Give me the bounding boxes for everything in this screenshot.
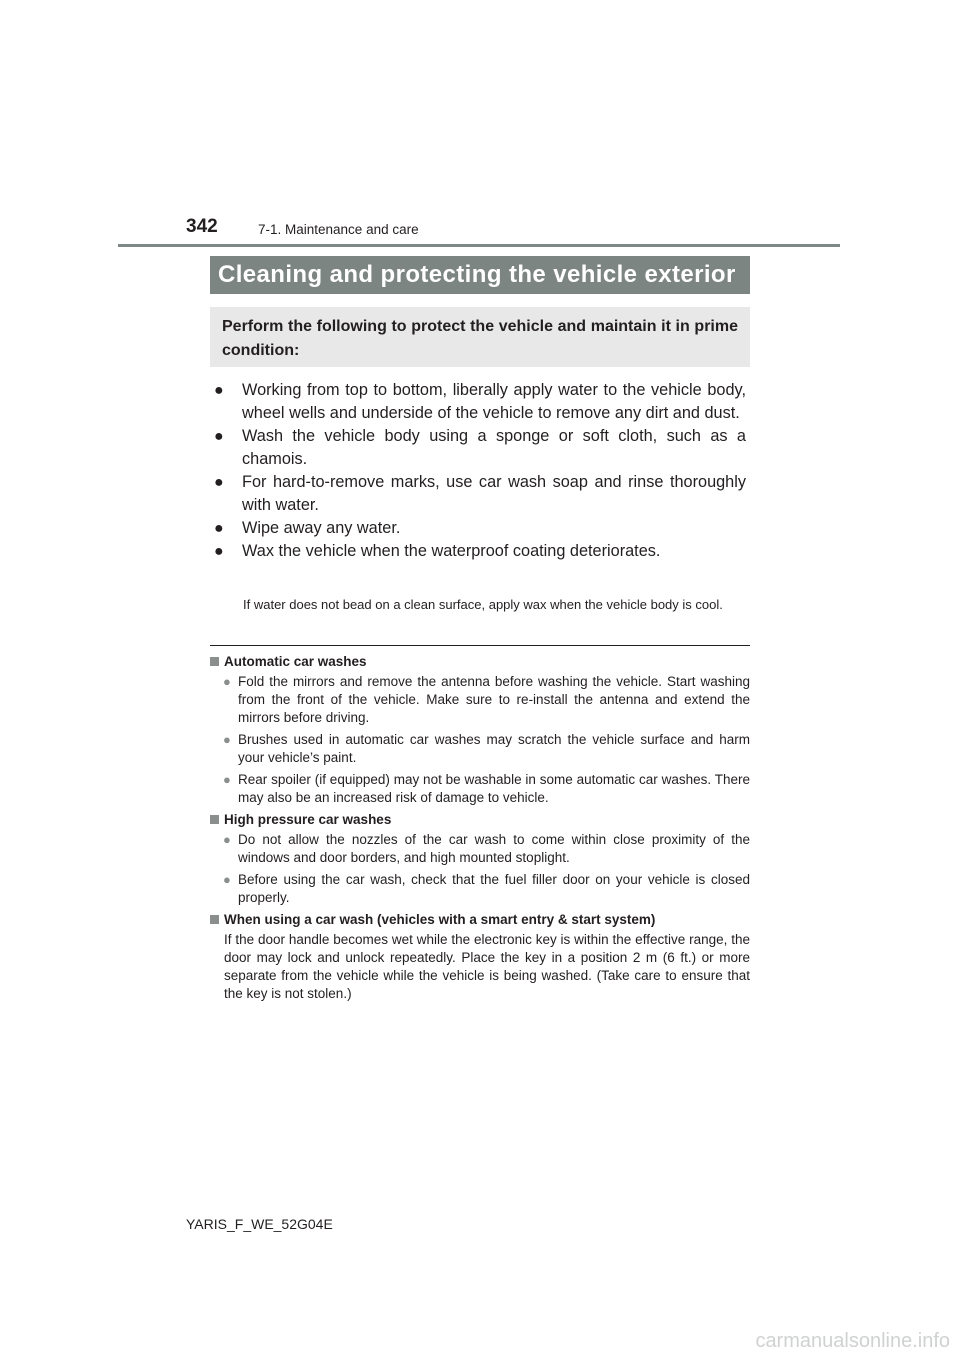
bullet-icon: ● xyxy=(223,872,231,887)
wax-note: If water does not bead on a clean surface, apply wax when the vehicle body is cool. xyxy=(243,597,723,612)
bullet-icon: ● xyxy=(214,382,224,399)
note-paragraph: If the door handle becomes wet while the electronic key is within the effective range, the door may lock and unlock repeatedly. Place the key in a position 2 m (6 ft.) or more separate from the vehicle while the vehicle is being washed. (Take care to ensure that the key is not stolen.) xyxy=(224,932,750,1001)
main-bullet-list xyxy=(214,379,746,563)
bullet-text: Wipe away any water. xyxy=(242,519,401,537)
list-item xyxy=(214,379,746,425)
note-heading xyxy=(210,653,750,671)
bullet-icon: ● xyxy=(223,772,231,787)
note-heading-text: High pressure car washes xyxy=(224,812,392,827)
note-heading xyxy=(210,911,750,929)
bullet-text: Working from top to bottom, liberally apply water to the vehicle body, wheel wells and underside of the vehicle to remove any dirt and dust. xyxy=(242,381,746,422)
bullet-text: Wax the vehicle when the waterproof coating deteriorates. xyxy=(242,542,661,560)
list-item xyxy=(214,517,746,540)
bullet-icon: ● xyxy=(214,474,224,491)
square-icon xyxy=(210,657,219,666)
note-text: Brushes used in automatic car washes may scratch the vehicle surface and harm your vehicle’s paint. xyxy=(238,732,750,765)
note-heading-text: When using a car wash (vehicles with a smart entry & start system) xyxy=(224,912,656,927)
page-title: Cleaning and protecting the vehicle exterior xyxy=(210,256,750,294)
note-text: Do not allow the nozzles of the car wash to come within close proximity of the windows and door borders, and high mounted stoplight. xyxy=(238,832,750,865)
page-number: 342 xyxy=(186,216,218,237)
bullet-icon: ● xyxy=(214,543,224,560)
bullet-text: For hard-to-remove marks, use car wash soap and rinse thoroughly with water. xyxy=(242,473,746,514)
note-text: Rear spoiler (if equipped) may not be washable in some automatic car washes. There may also be an increased risk of damage to vehicle. xyxy=(238,772,750,805)
section-divider xyxy=(210,645,750,646)
note-text: Fold the mirrors and remove the antenna before washing the vehicle. Start washing from the front of the vehicle. Make sure to re-install the antenna and extend the mirrors before driving. xyxy=(238,674,750,725)
bullet-icon: ● xyxy=(214,428,224,445)
note-heading xyxy=(210,811,750,829)
bullet-icon: ● xyxy=(223,832,231,847)
bullet-icon: ● xyxy=(223,674,231,689)
list-item xyxy=(210,831,750,867)
list-item xyxy=(214,425,746,471)
header-rule xyxy=(118,244,840,247)
document-code: YARIS_F_WE_52G04E xyxy=(186,1216,333,1232)
note-heading-text: Automatic car washes xyxy=(224,654,367,669)
note-text: Before using the car wash, check that the fuel filler door on your vehicle is closed properly. xyxy=(238,872,750,905)
list-item xyxy=(210,731,750,767)
list-item xyxy=(210,871,750,907)
notes-section xyxy=(210,653,750,1003)
list-item xyxy=(210,771,750,807)
intro-box xyxy=(210,307,750,367)
watermark: carmanualsonline.info xyxy=(755,1330,950,1352)
section-label: 7-1. Maintenance and care xyxy=(258,222,419,237)
intro-text: Perform the following to protect the vehicle and maintain it in prime condition: xyxy=(222,318,738,359)
bullet-icon: ● xyxy=(214,520,224,537)
square-icon xyxy=(210,815,219,824)
square-icon xyxy=(210,915,219,924)
list-item xyxy=(214,471,746,517)
list-item xyxy=(210,673,750,727)
bullet-icon: ● xyxy=(223,732,231,747)
bullet-text: Wash the vehicle body using a sponge or soft cloth, such as a chamois. xyxy=(242,427,746,468)
list-item xyxy=(214,540,746,563)
